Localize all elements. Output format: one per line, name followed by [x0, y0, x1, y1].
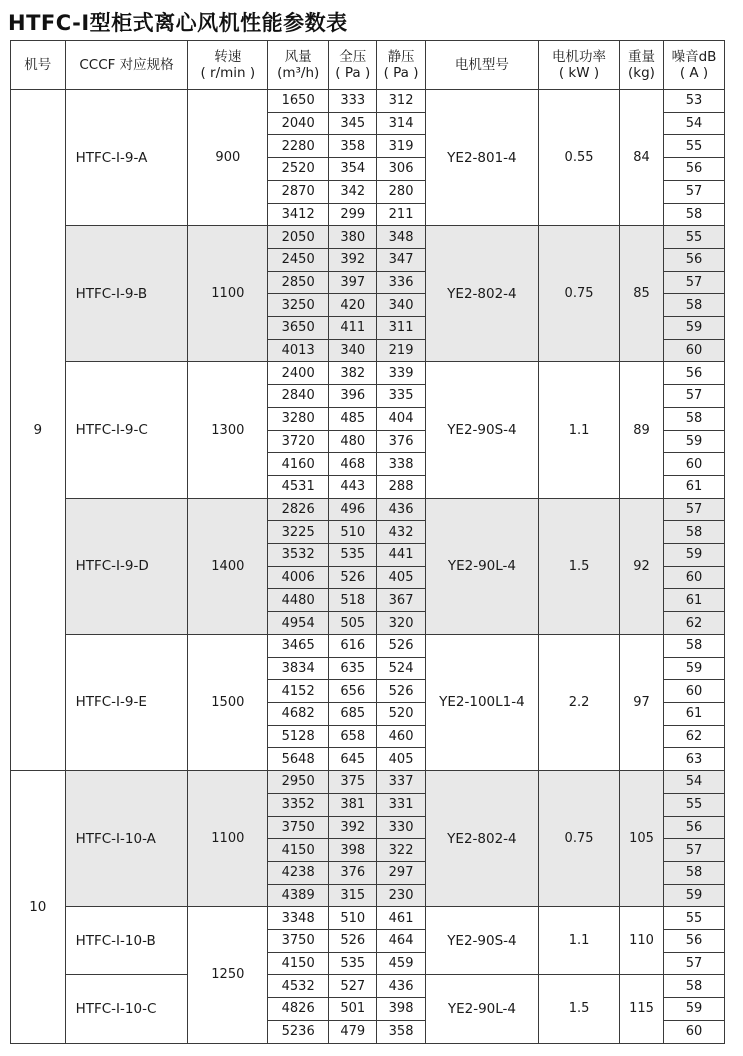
static-pressure-cell: 297	[377, 861, 425, 884]
noise-cell: 56	[664, 248, 725, 271]
total-pressure-cell: 479	[329, 1020, 377, 1043]
total-pressure-cell: 485	[329, 407, 377, 430]
motor-model-cell: YE2-90S-4	[425, 907, 538, 975]
page-title: HTFC-I型柜式离心风机性能参数表	[8, 11, 348, 35]
static-pressure-cell: 348	[377, 226, 425, 249]
airflow-cell: 5236	[268, 1020, 329, 1043]
total-pressure-cell: 635	[329, 657, 377, 680]
header-static-pressure: 静压 ( Pa )	[377, 41, 425, 90]
static-pressure-cell: 524	[377, 657, 425, 680]
weight-cell: 85	[619, 226, 663, 362]
airflow-cell: 2450	[268, 248, 329, 271]
airflow-cell: 2400	[268, 362, 329, 385]
static-pressure-cell: 335	[377, 385, 425, 408]
static-pressure-cell: 331	[377, 793, 425, 816]
spec-cell: HTFC-Ⅰ-9-E	[65, 634, 188, 770]
static-pressure-cell: 312	[377, 90, 425, 113]
total-pressure-cell: 380	[329, 226, 377, 249]
airflow-cell: 3412	[268, 203, 329, 226]
weight-cell: 110	[619, 907, 663, 975]
noise-cell: 59	[664, 657, 725, 680]
airflow-cell: 3250	[268, 294, 329, 317]
airflow-cell: 2050	[268, 226, 329, 249]
total-pressure-cell: 645	[329, 748, 377, 771]
noise-cell: 55	[664, 907, 725, 930]
total-pressure-cell: 315	[329, 884, 377, 907]
noise-cell: 58	[664, 975, 725, 998]
weight-cell: 115	[619, 975, 663, 1043]
noise-cell: 58	[664, 294, 725, 317]
noise-cell: 57	[664, 952, 725, 975]
static-pressure-cell: 280	[377, 180, 425, 203]
speed-cell: 1100	[188, 226, 268, 362]
total-pressure-cell: 354	[329, 158, 377, 181]
noise-cell: 57	[664, 180, 725, 203]
total-pressure-cell: 535	[329, 544, 377, 567]
total-pressure-cell: 468	[329, 453, 377, 476]
airflow-cell: 4238	[268, 861, 329, 884]
static-pressure-cell: 320	[377, 612, 425, 635]
motor-model-cell: YE2-90L-4	[425, 975, 538, 1043]
total-pressure-cell: 392	[329, 816, 377, 839]
static-pressure-cell: 404	[377, 407, 425, 430]
airflow-cell: 4532	[268, 975, 329, 998]
motor-power-cell: 1.1	[539, 907, 620, 975]
static-pressure-cell: 432	[377, 521, 425, 544]
noise-cell: 59	[664, 430, 725, 453]
noise-cell: 58	[664, 407, 725, 430]
airflow-cell: 1650	[268, 90, 329, 113]
noise-cell: 61	[664, 475, 725, 498]
noise-cell: 61	[664, 702, 725, 725]
airflow-cell: 5648	[268, 748, 329, 771]
total-pressure-cell: 396	[329, 385, 377, 408]
airflow-cell: 4389	[268, 884, 329, 907]
total-pressure-cell: 342	[329, 180, 377, 203]
noise-cell: 55	[664, 135, 725, 158]
header-noise: 噪音dB ( A )	[664, 41, 725, 90]
airflow-cell: 3834	[268, 657, 329, 680]
header-speed: 转速 ( r/min )	[188, 41, 268, 90]
header-motor-power: 电机功率 ( kW )	[539, 41, 620, 90]
total-pressure-cell: 527	[329, 975, 377, 998]
static-pressure-cell: 288	[377, 475, 425, 498]
static-pressure-cell: 337	[377, 771, 425, 794]
noise-cell: 54	[664, 112, 725, 135]
static-pressure-cell: 230	[377, 884, 425, 907]
speed-cell: 1300	[188, 362, 268, 498]
table-row	[11, 634, 725, 657]
spec-cell: HTFC-Ⅰ-9-D	[65, 498, 188, 634]
static-pressure-cell: 367	[377, 589, 425, 612]
static-pressure-cell: 459	[377, 952, 425, 975]
total-pressure-cell: 397	[329, 271, 377, 294]
static-pressure-cell: 311	[377, 317, 425, 340]
motor-power-cell: 1.5	[539, 498, 620, 634]
static-pressure-cell: 358	[377, 1020, 425, 1043]
noise-cell: 58	[664, 521, 725, 544]
total-pressure-cell: 685	[329, 702, 377, 725]
motor-power-cell: 0.55	[539, 90, 620, 226]
header-weight: 重量 (kg)	[619, 41, 663, 90]
total-pressure-cell: 398	[329, 839, 377, 862]
static-pressure-cell: 322	[377, 839, 425, 862]
total-pressure-cell: 518	[329, 589, 377, 612]
spec-cell: HTFC-Ⅰ-9-B	[65, 226, 188, 362]
static-pressure-cell: 441	[377, 544, 425, 567]
noise-cell: 56	[664, 930, 725, 953]
noise-cell: 62	[664, 612, 725, 635]
total-pressure-cell: 501	[329, 998, 377, 1021]
machine-number-cell: 9	[11, 90, 66, 771]
static-pressure-cell: 306	[377, 158, 425, 181]
airflow-cell: 4160	[268, 453, 329, 476]
total-pressure-cell: 526	[329, 930, 377, 953]
weight-cell: 84	[619, 90, 663, 226]
machine-number-cell: 10	[11, 771, 66, 1043]
noise-cell: 63	[664, 748, 725, 771]
total-pressure-cell: 340	[329, 339, 377, 362]
noise-cell: 58	[664, 861, 725, 884]
header-machine-no: 机号	[11, 41, 66, 90]
table-row	[11, 226, 725, 249]
motor-model-cell: YE2-801-4	[425, 90, 538, 226]
airflow-cell: 4954	[268, 612, 329, 635]
noise-cell: 57	[664, 498, 725, 521]
static-pressure-cell: 405	[377, 748, 425, 771]
static-pressure-cell: 219	[377, 339, 425, 362]
table-row	[11, 90, 725, 113]
airflow-cell: 2870	[268, 180, 329, 203]
airflow-cell: 3352	[268, 793, 329, 816]
noise-cell: 60	[664, 453, 725, 476]
noise-cell: 59	[664, 317, 725, 340]
spec-cell: HTFC-Ⅰ-9-A	[65, 90, 188, 226]
total-pressure-cell: 392	[329, 248, 377, 271]
spec-cell: HTFC-Ⅰ-10-A	[65, 771, 188, 907]
weight-cell: 92	[619, 498, 663, 634]
noise-cell: 57	[664, 385, 725, 408]
noise-cell: 57	[664, 839, 725, 862]
table-row	[11, 771, 725, 794]
airflow-cell: 3348	[268, 907, 329, 930]
weight-cell: 97	[619, 634, 663, 770]
speed-cell: 1250	[188, 907, 268, 1043]
noise-cell: 59	[664, 884, 725, 907]
static-pressure-cell: 520	[377, 702, 425, 725]
motor-power-cell: 1.5	[539, 975, 620, 1043]
speed-cell: 1400	[188, 498, 268, 634]
header-motor-model: 电机型号	[425, 41, 538, 90]
spec-cell: HTFC-Ⅰ-10-C	[65, 975, 188, 1043]
static-pressure-cell: 526	[377, 680, 425, 703]
airflow-cell: 3720	[268, 430, 329, 453]
header-total-pressure: 全压 ( Pa )	[329, 41, 377, 90]
spec-cell: HTFC-Ⅰ-9-C	[65, 362, 188, 498]
airflow-cell: 4013	[268, 339, 329, 362]
static-pressure-cell: 339	[377, 362, 425, 385]
total-pressure-cell: 345	[329, 112, 377, 135]
spec-cell: HTFC-Ⅰ-10-B	[65, 907, 188, 975]
total-pressure-cell: 480	[329, 430, 377, 453]
noise-cell: 53	[664, 90, 725, 113]
table-row	[11, 907, 725, 930]
airflow-cell: 3465	[268, 634, 329, 657]
noise-cell: 59	[664, 998, 725, 1021]
motor-model-cell: YE2-100L1-4	[425, 634, 538, 770]
static-pressure-cell: 338	[377, 453, 425, 476]
motor-power-cell: 1.1	[539, 362, 620, 498]
table-row	[11, 498, 725, 521]
static-pressure-cell: 314	[377, 112, 425, 135]
total-pressure-cell: 299	[329, 203, 377, 226]
airflow-cell: 4682	[268, 702, 329, 725]
total-pressure-cell: 382	[329, 362, 377, 385]
total-pressure-cell: 358	[329, 135, 377, 158]
weight-cell: 89	[619, 362, 663, 498]
total-pressure-cell: 420	[329, 294, 377, 317]
noise-cell: 59	[664, 544, 725, 567]
static-pressure-cell: 376	[377, 430, 425, 453]
static-pressure-cell: 211	[377, 203, 425, 226]
noise-cell: 55	[664, 226, 725, 249]
static-pressure-cell: 336	[377, 271, 425, 294]
airflow-cell: 4480	[268, 589, 329, 612]
airflow-cell: 4150	[268, 839, 329, 862]
total-pressure-cell: 375	[329, 771, 377, 794]
noise-cell: 55	[664, 793, 725, 816]
static-pressure-cell: 405	[377, 566, 425, 589]
table-row	[11, 975, 725, 998]
motor-model-cell: YE2-802-4	[425, 771, 538, 907]
static-pressure-cell: 398	[377, 998, 425, 1021]
airflow-cell: 3280	[268, 407, 329, 430]
noise-cell: 56	[664, 158, 725, 181]
airflow-cell: 4150	[268, 952, 329, 975]
table-row	[11, 362, 725, 385]
total-pressure-cell: 616	[329, 634, 377, 657]
airflow-cell: 2840	[268, 385, 329, 408]
speed-cell: 1100	[188, 771, 268, 907]
total-pressure-cell: 411	[329, 317, 377, 340]
static-pressure-cell: 347	[377, 248, 425, 271]
airflow-cell: 3750	[268, 930, 329, 953]
static-pressure-cell: 319	[377, 135, 425, 158]
noise-cell: 62	[664, 725, 725, 748]
static-pressure-cell: 464	[377, 930, 425, 953]
total-pressure-cell: 505	[329, 612, 377, 635]
airflow-cell: 4006	[268, 566, 329, 589]
static-pressure-cell: 340	[377, 294, 425, 317]
airflow-cell: 2826	[268, 498, 329, 521]
noise-cell: 61	[664, 589, 725, 612]
motor-power-cell: 0.75	[539, 226, 620, 362]
airflow-cell: 4531	[268, 475, 329, 498]
airflow-cell: 2950	[268, 771, 329, 794]
noise-cell: 60	[664, 680, 725, 703]
header-spec: CCCF 对应规格	[65, 41, 188, 90]
noise-cell: 58	[664, 203, 725, 226]
noise-cell: 60	[664, 1020, 725, 1043]
noise-cell: 54	[664, 771, 725, 794]
static-pressure-cell: 436	[377, 975, 425, 998]
performance-table	[10, 40, 725, 1044]
total-pressure-cell: 510	[329, 907, 377, 930]
noise-cell: 60	[664, 339, 725, 362]
speed-cell: 900	[188, 90, 268, 226]
total-pressure-cell: 510	[329, 521, 377, 544]
noise-cell: 58	[664, 634, 725, 657]
airflow-cell: 2280	[268, 135, 329, 158]
airflow-cell: 4826	[268, 998, 329, 1021]
motor-power-cell: 2.2	[539, 634, 620, 770]
static-pressure-cell: 460	[377, 725, 425, 748]
total-pressure-cell: 535	[329, 952, 377, 975]
speed-cell: 1500	[188, 634, 268, 770]
motor-model-cell: YE2-90L-4	[425, 498, 538, 634]
total-pressure-cell: 333	[329, 90, 377, 113]
airflow-cell: 2850	[268, 271, 329, 294]
noise-cell: 56	[664, 816, 725, 839]
noise-cell: 60	[664, 566, 725, 589]
header-row	[11, 41, 725, 90]
total-pressure-cell: 658	[329, 725, 377, 748]
total-pressure-cell: 376	[329, 861, 377, 884]
airflow-cell: 2520	[268, 158, 329, 181]
weight-cell: 105	[619, 771, 663, 907]
total-pressure-cell: 443	[329, 475, 377, 498]
airflow-cell: 3750	[268, 816, 329, 839]
total-pressure-cell: 496	[329, 498, 377, 521]
airflow-cell: 3532	[268, 544, 329, 567]
header-airflow: 风量 (m³/h)	[268, 41, 329, 90]
total-pressure-cell: 526	[329, 566, 377, 589]
airflow-cell: 4152	[268, 680, 329, 703]
total-pressure-cell: 656	[329, 680, 377, 703]
airflow-cell: 2040	[268, 112, 329, 135]
total-pressure-cell: 381	[329, 793, 377, 816]
static-pressure-cell: 436	[377, 498, 425, 521]
airflow-cell: 3650	[268, 317, 329, 340]
airflow-cell: 3225	[268, 521, 329, 544]
motor-model-cell: YE2-802-4	[425, 226, 538, 362]
static-pressure-cell: 526	[377, 634, 425, 657]
noise-cell: 57	[664, 271, 725, 294]
table-body	[11, 90, 725, 1044]
static-pressure-cell: 330	[377, 816, 425, 839]
airflow-cell: 5128	[268, 725, 329, 748]
noise-cell: 56	[664, 362, 725, 385]
static-pressure-cell: 461	[377, 907, 425, 930]
motor-model-cell: YE2-90S-4	[425, 362, 538, 498]
motor-power-cell: 0.75	[539, 771, 620, 907]
